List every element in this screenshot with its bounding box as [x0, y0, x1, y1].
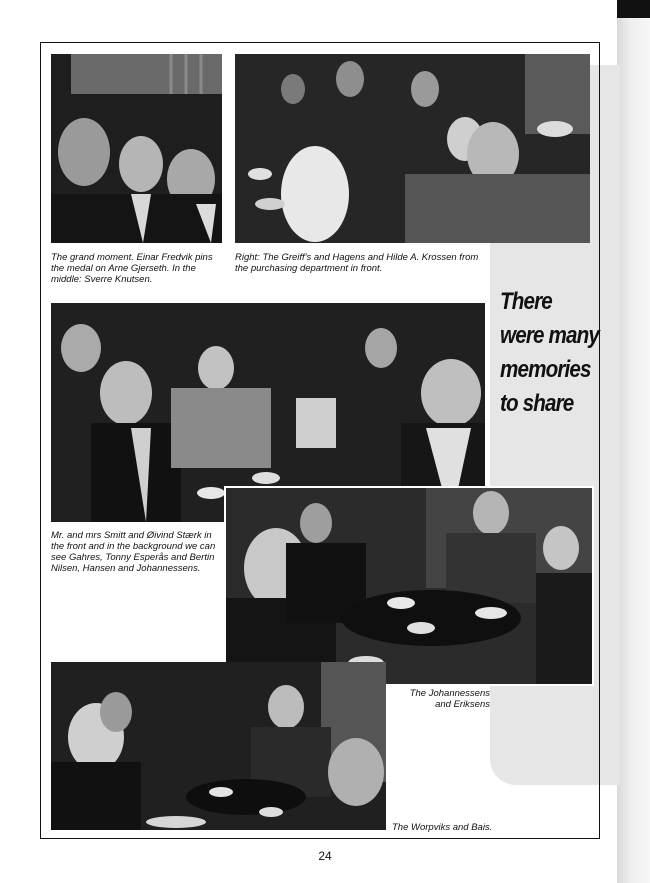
binding-shadow [617, 0, 650, 18]
photo-medal-ceremony [51, 54, 222, 243]
book-binding-edge [617, 0, 650, 883]
photo-worpviks-bais [51, 662, 386, 830]
caption-medal: The grand moment. Einar Fredvik pins the medal on Arne Gjerseth. In the middle: Sverre Knutsen. [51, 252, 213, 285]
caption-smitt: Mr. and mrs Smitt and Øivind Stærk in the front and in the background we can see Gahres, Tonny Esperås and Bertin Nilsen, Hansen and Johannessens. [51, 530, 216, 574]
caption-johannessens: The Johannessens and Eriksens [409, 688, 490, 710]
headline-line-4: to share [500, 390, 574, 417]
photo-johannessens [224, 486, 594, 686]
caption-worpviks: The Worpviks and Bais. [392, 822, 493, 833]
headline-line-1: There [500, 288, 552, 315]
headline-line-2: were many [500, 322, 599, 349]
page-number: 24 [318, 849, 332, 863]
headline [500, 285, 599, 421]
photo-greiff-hagens [235, 54, 590, 243]
caption-greiff: Right: The Greiff's and Hagens and Hilde A. Krossen from the purchasing department in front. [235, 252, 479, 274]
headline-line-3: memories [500, 356, 591, 383]
